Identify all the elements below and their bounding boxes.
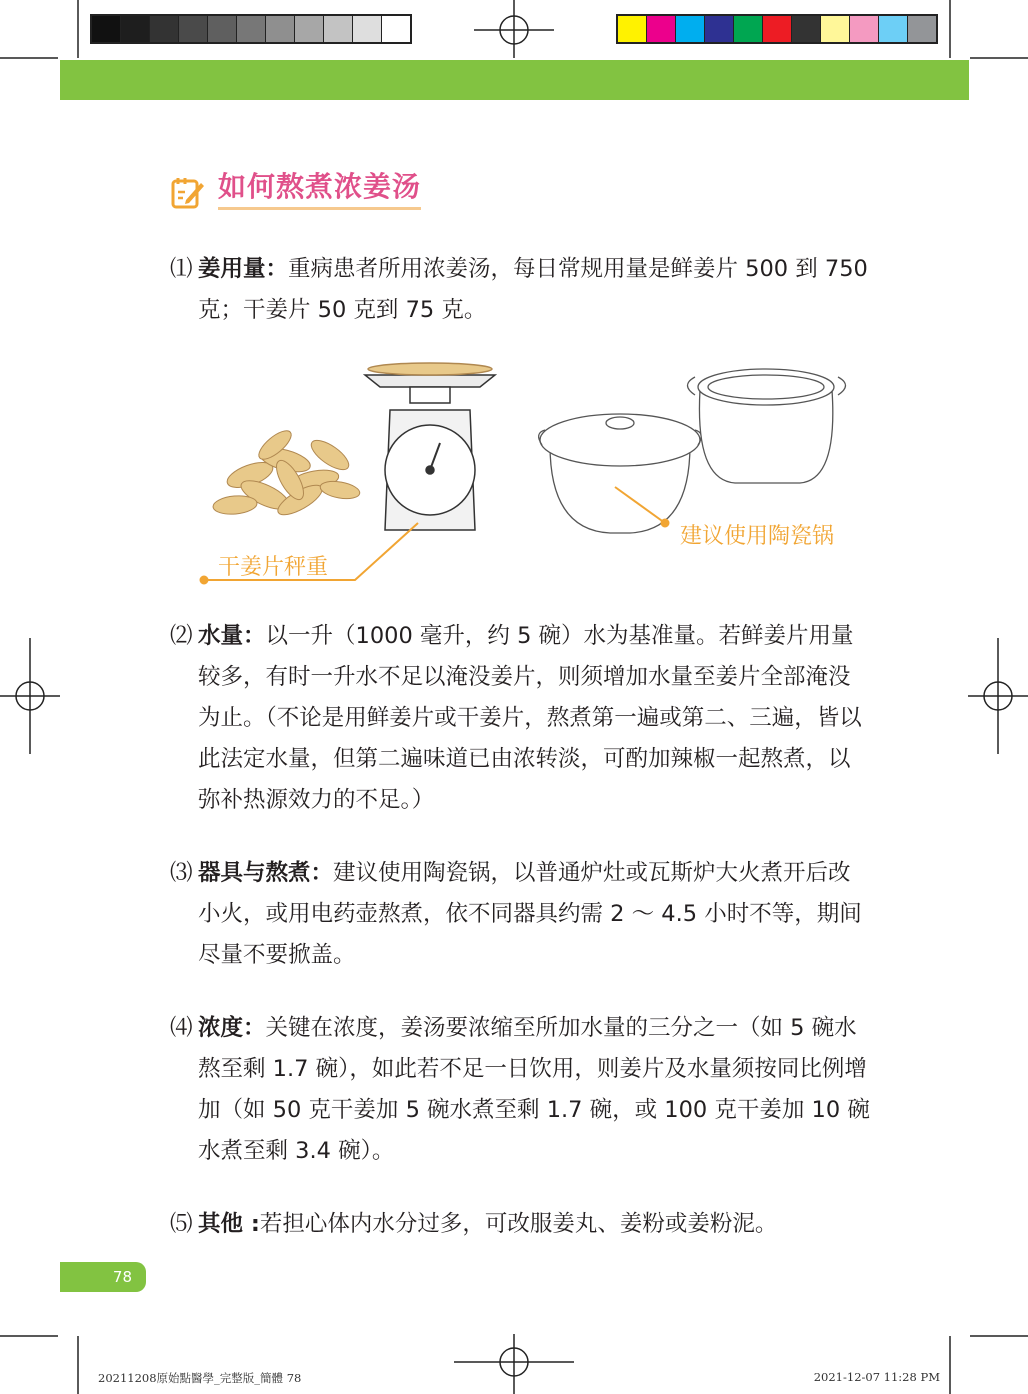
caption-scale: 干姜片秤重 [218,555,329,580]
paragraph-text: 重病患者所用浓姜汤，每日常规用量是鲜姜片 500 到 750 克；干姜片 50 克到 75 克。 [198,256,868,323]
caption-pot: 建议使用陶瓷锅 [680,524,835,549]
paragraph-text: 若担心体内水分过多，可改服姜丸、姜粉或姜粉泥。 [259,1211,778,1237]
paragraph-heading: 器具与熬煮： [198,860,334,886]
paragraph-heading: 水量： [198,623,266,649]
ceramic-pot-with-lid [539,414,702,533]
paragraph-heading: 其他 : [198,1211,260,1237]
header-bar [60,60,969,100]
page-number: 78 [60,1262,146,1292]
paragraph-dosage [170,249,870,331]
ceramic-pot-open [688,369,846,483]
section-title-text: 如何熬煮浓姜汤 [218,165,421,210]
paragraph-number: ⑶ [170,860,193,886]
footer-timestamp: 2021-12-07 11:28 PM [813,1370,940,1384]
paragraph-heading: 姜用量： [198,256,289,282]
paragraph-heading: 浓度： [198,1015,266,1041]
paragraph-number: ⑵ [170,623,193,649]
paragraph-other [170,1204,870,1245]
edit-note-icon [170,174,206,210]
section-title [170,165,421,210]
dried-ginger-slices [212,426,361,520]
kitchen-scale [365,363,495,530]
paragraph-text: 关键在浓度，姜汤要浓缩至所加水量的三分之一（如 5 碗水熬至剩 1.7 碗），如此若不足一日饮用，则姜片及水量须按同比例增加（如 50 克干姜加 5 碗水煮至剩 1.7 碗，或 100 克干姜加 10 碗水煮至剩 3.4 碗）。 [198,1015,870,1164]
paragraph-text: 建议使用陶瓷锅，以普通炉灶或瓦斯炉大火煮开后改小火，或用电药壶熬煮，依不同器具约需 2 ～ 4.5 小时不等，期间尽量不要掀盖。 [198,860,862,968]
paragraph-number: ⑷ [170,1015,193,1041]
paragraph-water [170,616,870,821]
paragraph-text: 以一升（1000 毫升，约 5 碗）水为基准量。若鲜姜片用量较多，有时一升水不足以淹没姜片，则须增加水量至姜片全部淹没为止。（不论是用鲜姜片或干姜片，熬煮第一遍或第二、三遍，皆以此法定水量，但第二遍味道已由浓转淡，可酌加辣椒一起熬煮，以弥补热源效力的不足。） [198,623,862,813]
paragraph-number: ⑴ [170,256,193,282]
paragraph-concentration [170,1008,870,1172]
footer-file-info: 20211208原始點醫學_完整版_簡體 78 [98,1371,302,1385]
paragraph-utensils [170,853,870,976]
paragraph-number: ⑸ [170,1211,193,1237]
